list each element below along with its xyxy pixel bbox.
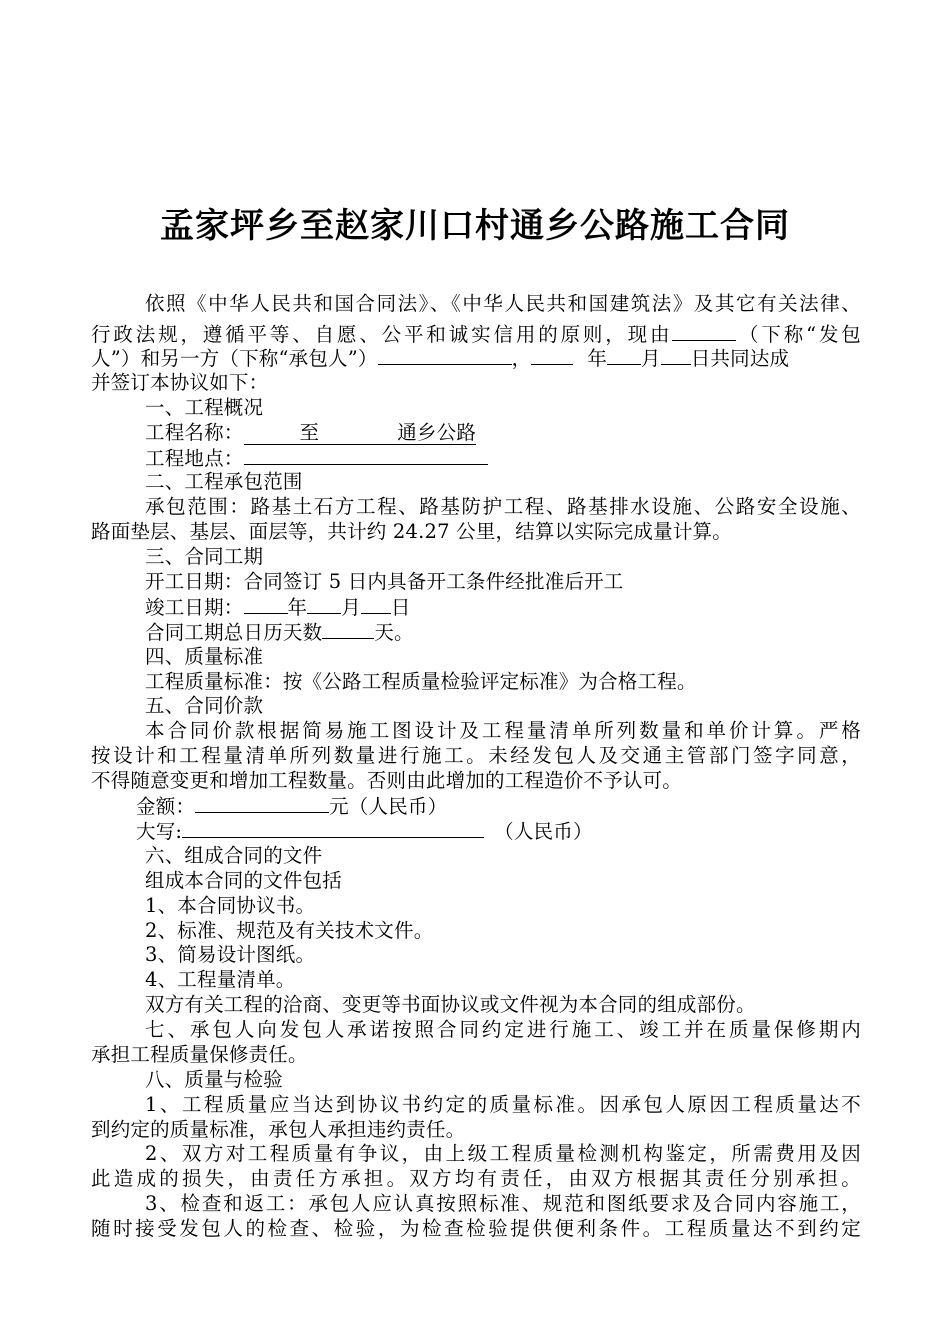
project-location-blank [244, 446, 488, 465]
section-8-heading: 八、质量与检验 [145, 1068, 283, 1091]
warranty-line-1: 七、承包人向发包人承诺按照合同约定进行施工、竣工并在质量保修期内 [145, 1018, 861, 1041]
amount-line: 金额： 元（人民币） [136, 795, 448, 818]
year-blank [531, 346, 573, 365]
intro-line-3: 人”）和另一方（下称“承包人”） ， 年 月 日共同达成 [91, 347, 790, 370]
completion-month-blank [307, 595, 341, 614]
project-name-line: 工程名称： 至 通乡公路 [145, 421, 477, 444]
capital-amount-line: 大写: （人民币） [136, 820, 593, 843]
warranty-line-2: 承担工程质量保修责任。 [91, 1043, 308, 1066]
section-2-heading: 二、工程承包范围 [145, 470, 303, 493]
scope-line-1: 承包范围：路基土石方工程、路基防护工程、路基排水设施、公路安全设施、 [145, 495, 861, 518]
section-4-heading: 四、质量标准 [145, 645, 264, 668]
documents-note: 双方有关工程的洽商、变更等书面协议或文件视为本合同的组成部份。 [145, 993, 756, 1016]
intro-line-4: 并签订本协议如下： [91, 371, 269, 394]
quality-standard-line: 工程质量标准：按《公路工程质量检验评定标准》为合格工程。 [145, 670, 697, 693]
completion-date-line: 竣工日期： 年 月 日 [145, 596, 411, 619]
contractor-blank [378, 346, 512, 365]
inspection-p3-line-2: 随时接受发包人的检查、检验，为检查检验提供便利条件。工程质量达不到约定 [91, 1217, 861, 1240]
section-5-heading: 五、合同价款 [145, 694, 264, 717]
project-location-line: 工程地点： [145, 446, 488, 472]
list-item: 3、简易设计图纸。 [145, 943, 316, 966]
section-3-heading: 三、合同工期 [145, 545, 264, 568]
section-6-heading: 六、组成合同的文件 [145, 844, 323, 867]
scope-line-2: 路面垫层、基层、面层等，共计约 24.27 公里，结算以实际完成量计算。 [91, 520, 732, 543]
list-item: 2、标准、规范及有关技术文件。 [145, 919, 434, 942]
capital-amount-blank [182, 819, 484, 838]
month-blank [607, 346, 641, 365]
intro-line-2: 行政法规，遵循平等、自愿、公平和诚实信用的原则，现由 （下称“发包 [91, 323, 862, 346]
list-item: 4、工程量清单。 [145, 968, 296, 991]
price-line-2: 按设计和工程量清单所列数量进行施工。未经发包人及交通主管部门签字同意， [91, 744, 861, 767]
project-name-field: 至 通乡公路 [244, 421, 477, 445]
inspection-p1-line-2: 到约定的质量标准，承包人承担违约责任。 [91, 1118, 466, 1141]
list-item: 1、本合同协议书。 [145, 894, 316, 917]
day-blank [661, 346, 691, 365]
documents-intro: 组成本合同的文件包括 [145, 869, 343, 892]
inspection-p2-line-1: 2、双方对工程质量有争议，由上级工程质量检测机构鉴定，所需费用及因 [145, 1142, 861, 1165]
inspection-p3-line-1: 3、检查和返工：承包人应认真按照标准、规范和图纸要求及合同内容施工， [145, 1192, 861, 1215]
intro-line-1: 依照《中华人民共和国合同法》、《中华人民共和国建筑法》及其它有关法律、 [145, 292, 861, 315]
total-days-blank [322, 620, 374, 639]
employer-blank [672, 322, 736, 341]
total-days-line: 合同工期总日历天数 天。 [145, 621, 414, 644]
price-line-3: 不得随意变更和增加工程数量。否则由此增加的工程造价不予认可。 [91, 769, 683, 792]
inspection-p2-line-2: 此造成的损失，由责任方承担。双方均有责任，由双方根据其责任分别承担。 [91, 1167, 861, 1190]
completion-day-blank [361, 595, 391, 614]
completion-year-blank [244, 595, 288, 614]
price-line-1: 本合同价款根据简易施工图设计及工程量清单所列数量和单价计算。严格 [145, 719, 861, 742]
section-1-heading: 一、工程概况 [145, 396, 264, 419]
start-date-line: 开工日期：合同签订 5 日内具备开工条件经批准后开工 [145, 570, 624, 593]
amount-blank [195, 794, 329, 813]
page-title: 孟家坪乡至赵家川口村通乡公路施工合同 [160, 206, 790, 246]
inspection-p1-line-1: 1、工程质量应当达到协议书约定的质量标准。因承包人原因工程质量达不 [145, 1093, 861, 1116]
